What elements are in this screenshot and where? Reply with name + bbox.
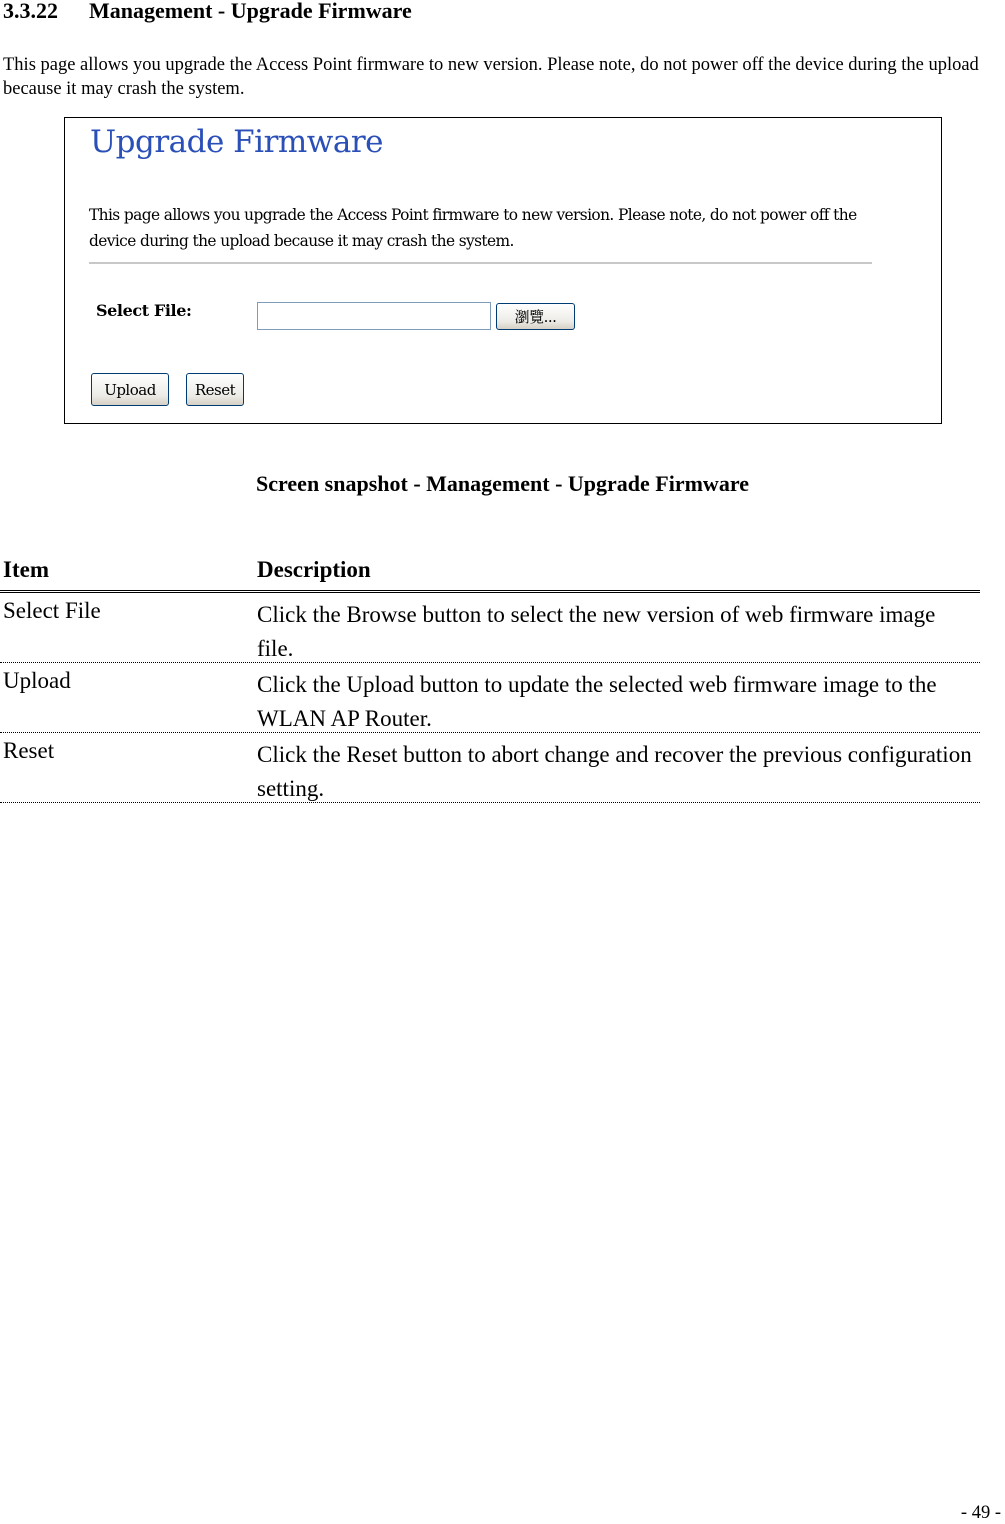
upload-button[interactable]: Upload [91, 373, 169, 406]
select-file-input[interactable] [257, 302, 491, 330]
divider [89, 262, 872, 264]
table-row [0, 733, 980, 803]
page-number: - 49 - [960, 1503, 1001, 1523]
table-cell-description: Click the Browse button to select the new version of web firmware image file. [257, 602, 936, 661]
description-table [0, 556, 980, 803]
section-title: Management - Upgrade Firmware [89, 0, 412, 23]
table-cell-description: Click the Reset button to abort change and recover the previous configuration setting. [257, 742, 972, 801]
upgrade-firmware-title: Upgrade Firmware [90, 124, 383, 160]
section-intro: This page allows you upgrade the Access Point firmware to new version. Please note, do not power off the device during the upload because it may crash the system. [3, 55, 979, 99]
table-row [0, 593, 980, 663]
select-file-label: Select File: [96, 301, 192, 320]
section-heading [3, 0, 412, 24]
table-cell-description: Click the Upload button to update the selected web firmware image to the WLAN AP Router. [257, 672, 937, 731]
browse-button[interactable]: 瀏覽... [496, 303, 575, 330]
table-header-item: Item [3, 557, 49, 582]
table-header [0, 556, 980, 593]
figure-caption: Screen snapshot - Management - Upgrade Firmware [256, 471, 749, 496]
table-cell-item: Select File [3, 598, 101, 623]
table-header-description: Description [257, 557, 371, 582]
upgrade-firmware-description: This page allows you upgrade the Access Point firmware to new version. Please note, do not power off the device during the upload because it may crash the system. [89, 206, 857, 250]
table-cell-item: Reset [3, 738, 55, 763]
reset-button[interactable]: Reset [186, 373, 244, 406]
upgrade-firmware-screenshot [64, 117, 942, 424]
section-number: 3.3.22 [3, 0, 58, 23]
table-cell-item: Upload [3, 668, 71, 693]
table-row [0, 663, 980, 733]
